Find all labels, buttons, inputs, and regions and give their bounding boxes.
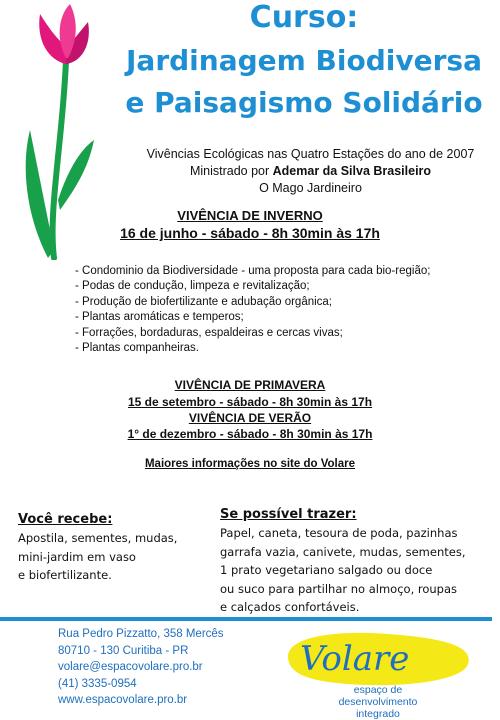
list-item: e biofertilizante. bbox=[18, 568, 112, 582]
volare-logo bbox=[278, 628, 478, 690]
intro-line-1: Vivências Ecológicas nas Quatro Estações do ano de 2007 bbox=[146, 147, 475, 161]
list-item: Apostila, sementes, mudas, bbox=[18, 531, 178, 545]
receive-heading: Você recebe: bbox=[18, 512, 113, 527]
winter-topics-list bbox=[75, 264, 495, 356]
summer-date: 1° de dezembro - sábado - 8h 30min às 17h bbox=[127, 427, 373, 441]
contact-block bbox=[58, 626, 224, 709]
list-item: e calçados confortáveis. bbox=[220, 600, 360, 614]
spring-heading: VIVÊNCIA DE PRIMAVERA bbox=[174, 378, 326, 392]
receive-list bbox=[18, 529, 177, 585]
course-title-line2: Jardinagem Biodiversa bbox=[126, 44, 482, 77]
logo-tagline bbox=[338, 684, 418, 720]
spring-date: 15 de setembro - sábado - 8h 30min às 17h bbox=[127, 395, 373, 409]
ministrado-prefix: Ministrado por bbox=[189, 164, 273, 178]
contact-phone: (41) 3335-0954 bbox=[58, 677, 137, 690]
list-item: Papel, caneta, tesoura de poda, pazinhas bbox=[220, 526, 458, 540]
intro-line-3: O Mago Jardineiro bbox=[259, 181, 362, 195]
list-item: - Forrações, bordaduras, espaldeiras e cercas vivas; bbox=[75, 326, 343, 339]
course-title-line1: Curso: bbox=[249, 0, 359, 35]
contact-address: Rua Pedro Pizzatto, 358 Mercês bbox=[58, 628, 224, 640]
instructor-name: Ademar da Silva Brasileiro bbox=[272, 164, 432, 178]
contact-website[interactable]: www.espacovolare.pro.br bbox=[58, 694, 188, 706]
contact-email[interactable]: volare@espacovolare.pro.br bbox=[58, 661, 203, 673]
divider-rule bbox=[0, 617, 492, 621]
list-item: ou suco para partilhar no almoço, roupas bbox=[220, 581, 458, 596]
list-item: - Condominio da Biodiversidade - uma proposta para cada bio-região; bbox=[75, 265, 431, 277]
bring-heading: Se possível trazer: bbox=[220, 507, 357, 522]
more-info-link[interactable]: Maiores informações no site do Volare bbox=[144, 458, 356, 470]
list-item: mini-jardim em vaso bbox=[18, 549, 136, 564]
list-item: - Plantas aromáticas e temperos; bbox=[75, 311, 244, 324]
tagline-line: integrado bbox=[356, 708, 400, 720]
list-item: garrafa vazia, canivete, mudas, sementes, bbox=[220, 544, 466, 559]
list-item: - Produção de biofertilizante e adubação orgânica; bbox=[75, 295, 333, 308]
summer-heading: VIVÊNCIA DE VERÃO bbox=[188, 411, 312, 425]
winter-date: 16 de junho - sábado - 8h 30min às 17h bbox=[120, 225, 380, 241]
list-item: - Podas de condução, limpeza e revitalização; bbox=[75, 280, 310, 293]
list-item: - Plantas companheiras. bbox=[75, 342, 200, 355]
tagline-line: espaço de bbox=[353, 684, 403, 696]
winter-heading: VIVÊNCIA DE INVERNO bbox=[177, 208, 323, 223]
bring-list bbox=[220, 524, 465, 617]
contact-postal: 80710 - 130 Curitiba - PR bbox=[58, 644, 189, 657]
volare-logo-text: Volare bbox=[300, 639, 410, 679]
tagline-line: desenvolvimento bbox=[338, 696, 418, 708]
list-item: 1 prato vegetariano salgado ou doce bbox=[220, 563, 433, 577]
course-title-line3: e Paisagismo Solidário bbox=[125, 86, 483, 119]
intro-line-2 bbox=[138, 163, 483, 180]
